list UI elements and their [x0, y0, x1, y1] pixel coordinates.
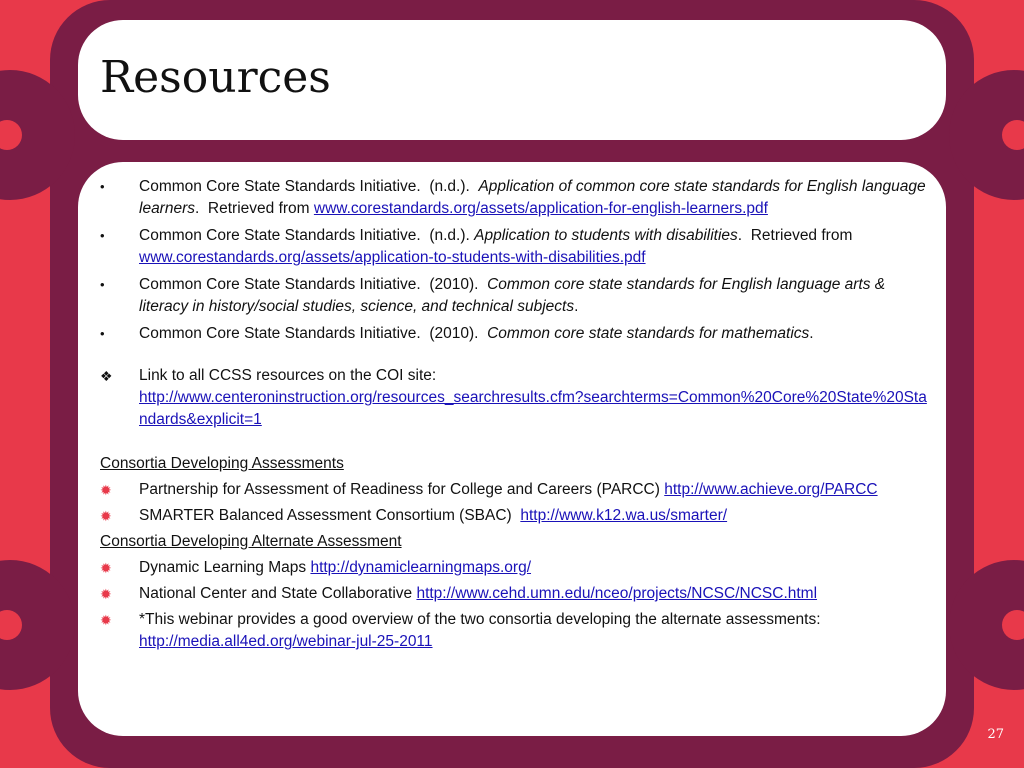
- page-title: Resources: [100, 52, 331, 103]
- sun-bullet-icon: ✹: [100, 586, 112, 602]
- consortium-item: [78, 505, 946, 527]
- reference-year: (2010).: [429, 325, 479, 342]
- page-number: 27: [987, 727, 1004, 742]
- reference-retrieved: Retrieved from: [750, 227, 853, 244]
- consortium-item: [78, 583, 946, 605]
- consortium-item: [78, 609, 946, 653]
- reference-item: • Common Core State Standards Initiative. (2010). Common core state standards for mathematics.: [78, 323, 946, 345]
- consortium-name: SMARTER Balanced Assessment Consortium (SBAC): [139, 507, 512, 524]
- reference-year: (n.d.).: [429, 227, 470, 244]
- bullet-icon: •: [100, 277, 105, 292]
- consortium-link[interactable]: http://www.achieve.org/PARCC: [664, 481, 878, 498]
- reference-title: Common core state standards for English language arts & literacy in history/social studies, science, and technical subjects: [139, 276, 886, 315]
- reference-item: • Common Core State Standards Initiative. (n.d.). Application to students with disabilities. Retrieved from www.corestandards.org/assets/application-to-students-with-disabilities.pdf: [100, 227, 853, 266]
- section-heading: Consortia Developing Assessments: [100, 455, 344, 472]
- coi-text: Link to all CCSS resources on the COI site:: [139, 367, 437, 384]
- decor-dot: [1002, 610, 1024, 640]
- reference-author: Common Core State Standards Initiative.: [139, 227, 421, 244]
- bullet-icon: •: [100, 326, 105, 341]
- diamond-bullet-icon: ❖: [100, 368, 113, 384]
- consortium-link[interactable]: http://media.all4ed.org/webinar-jul-25-2011: [139, 633, 433, 650]
- resource-list: [78, 176, 946, 653]
- sun-bullet-icon: ✹: [100, 560, 112, 576]
- consortium-item: [78, 557, 946, 579]
- consortium-item: [78, 479, 946, 501]
- section-heading: Consortia Developing Alternate Assessment: [100, 533, 402, 550]
- reference-year: (n.d.).: [429, 178, 470, 195]
- sun-bullet-icon: ✹: [100, 508, 112, 524]
- reference-item: • Common Core State Standards Initiative. (2010). Common core state standards for English language arts & literacy in history/social studies, science, and technical subjects.: [100, 276, 886, 315]
- consortium-link[interactable]: http://www.k12.wa.us/smarter/: [520, 507, 728, 524]
- consortium-name: Dynamic Learning Maps: [139, 559, 307, 576]
- reference-retrieved: Retrieved from: [207, 200, 310, 217]
- reference-author: Common Core State Standards Initiative.: [139, 325, 421, 342]
- reference-link[interactable]: www.corestandards.org/assets/application-for-english-learners.pdf: [313, 200, 768, 217]
- reference-item: • Common Core State Standards Initiative. (n.d.). Application of common core state standards for English language learners. Retrieved from www.corestandards.org/assets/application-for-english-learners.pdf: [100, 178, 926, 217]
- coi-item: [78, 365, 946, 431]
- consortium-name: National Center and State Collaborative: [139, 585, 413, 602]
- reference-title: Application to students with disabilities: [474, 227, 738, 244]
- coi-link[interactable]: http://www.centeroninstruction.org/resources_searchresults.cfm?searchterms=Common%20Core%20State%20Standards&explicit=1: [139, 389, 927, 428]
- title-panel: [78, 20, 946, 140]
- sun-bullet-icon: ✹: [100, 482, 112, 498]
- consortium-link[interactable]: http://www.cehd.umn.edu/nceo/projects/NCSC/NCSC.html: [416, 585, 818, 602]
- consortium-link[interactable]: http://dynamiclearningmaps.org/: [310, 559, 532, 576]
- decor-dot: [1002, 120, 1024, 150]
- consortium-name: Partnership for Assessment of Readiness for College and Careers (PARCC): [139, 481, 660, 498]
- bullet-icon: •: [100, 228, 105, 243]
- reference-author: Common Core State Standards Initiative.: [139, 178, 421, 195]
- reference-year: (2010).: [429, 276, 479, 293]
- content-panel: [78, 162, 946, 736]
- sun-bullet-icon: ✹: [100, 612, 112, 628]
- consortium-name: *This webinar provides a good overview of the two consortia developing the alternate assessments:: [139, 611, 821, 628]
- reference-link[interactable]: www.corestandards.org/assets/application-to-students-with-disabilities.pdf: [139, 249, 646, 266]
- reference-author: Common Core State Standards Initiative.: [139, 276, 421, 293]
- reference-title: Application of common core state standards for English language learners: [139, 178, 926, 217]
- reference-title: Common core state standards for mathematics: [487, 325, 810, 342]
- bullet-icon: •: [100, 179, 105, 194]
